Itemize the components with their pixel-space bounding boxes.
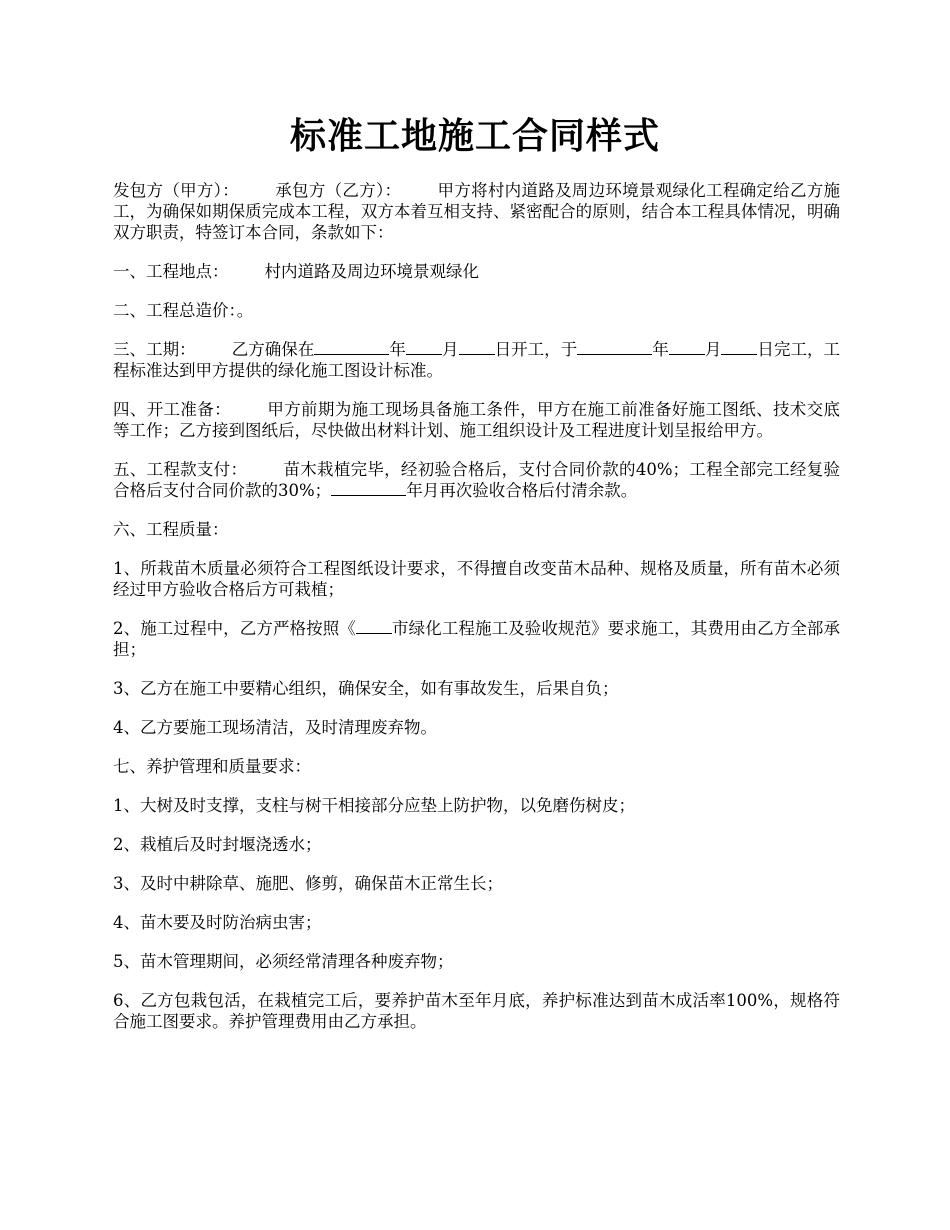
party-b-label: 承包方（乙方）：: [275, 181, 402, 200]
blank-start-day: [459, 340, 495, 355]
maintenance-item-3: 3、及时中耕除草、施肥、修剪，确保苗木正常生长；: [113, 874, 503, 893]
document-title: 标准工地施工合同样式: [289, 115, 660, 157]
section-schedule: [113, 339, 840, 381]
section-payment-label: 五、工程款支付：: [113, 460, 248, 479]
section-total-cost-label: 二、工程总造价：。: [113, 301, 254, 320]
section-location: [113, 261, 840, 282]
section-preparation-label: 四、开工准备：: [113, 400, 231, 419]
intro-text: 甲方将村内道路及周边环境景观绿化工程确定给乙方施工，为确保如期保质完成本工程，双方本着互相支持、紧密配合的原则，结合本工程具体情况，明确双方职责，特签订本合同，条款如下：: [113, 181, 841, 242]
party-a-label: 发包方（甲方）：: [113, 181, 239, 200]
quality-item-3: 3、乙方在施工中要精心组织，确保安全，如有事故发生，后果自负；: [113, 679, 619, 698]
blank-city: [356, 619, 392, 634]
section-preparation: [113, 399, 840, 441]
section-total-cost: [113, 300, 840, 321]
schedule-text-start: 乙方确保在: [231, 340, 315, 359]
schedule-month-2: 月: [704, 340, 722, 359]
quality-item-2-end: 市绿化工程施工及验收规范》要求施工，其费用由乙方全部承担；: [113, 619, 841, 659]
blank-end-month: [669, 340, 705, 355]
quality-item-2: [113, 618, 840, 660]
maintenance-item-5: 5、苗木管理期间，必须经常清理各种废弃物；: [113, 952, 454, 971]
document-body: [113, 180, 840, 1050]
schedule-year-2: 年: [652, 340, 669, 359]
section-location-text: 村内道路及周边环境景观绿化: [264, 262, 479, 281]
section-schedule-label: 三、工期：: [113, 340, 196, 359]
blank-start-year: [314, 340, 389, 355]
maintenance-item-4: 4、苗木要及时防治病虫害；: [113, 913, 322, 932]
maintenance-item-2: 2、栽植后及时封堰浇透水；: [113, 835, 322, 854]
blank-end-day: [721, 340, 757, 355]
section-quality-heading: 六、工程质量：: [113, 520, 229, 539]
schedule-day-1: 日开工，于: [494, 340, 578, 359]
quality-item-2-start: 2、施工过程中，乙方严格按照《: [113, 619, 356, 638]
payment-text-1: 苗木栽植完毕，经初验合格后，支付合同价款的40%；工程全部完工经复验合格后支付合同价款的30%；: [113, 460, 840, 500]
quality-item-4: 4、乙方要施工现场清洁，及时清理废弃物。: [113, 718, 437, 737]
maintenance-item-6: 6、乙方包栽包活，在栽植完工后，要养护苗木至年月底，养护标准达到苗木成活率100%，规格符合施工图要求。养护管理费用由乙方承担。: [113, 991, 840, 1031]
schedule-month-1: 月: [441, 340, 459, 359]
blank-payment-year: [331, 481, 406, 496]
quality-item-1: 1、所栽苗木质量必须符合工程图纸设计要求，不得擅自改变苗木品种、规格及质量，所有苗木必须经过甲方验收合格后方可栽植；: [113, 559, 840, 599]
section-maintenance-heading: 七、养护管理和质量要求：: [113, 757, 311, 776]
blank-start-month: [406, 340, 442, 355]
blank-end-year: [577, 340, 652, 355]
intro-paragraph: [113, 180, 840, 243]
section-location-label: 一、工程地点：: [113, 262, 229, 281]
maintenance-item-1: 1、大树及时支撑，支柱与树干相接部分应垫上防护物，以免磨伤树皮；: [113, 796, 635, 815]
payment-text-2: 年月再次验收合格后付清余款。: [406, 481, 638, 500]
section-payment: [113, 459, 840, 501]
schedule-day-2: 日完工，工程标准达到甲方提供的绿化施工图设计标准。: [113, 340, 841, 380]
schedule-year-1: 年: [389, 340, 406, 359]
section-preparation-text: 甲方前期为施工现场具备施工条件，甲方在施工前准备好施工图纸、技术交底等工作；乙方接到图纸后，尽快做出材料计划、施工组织设计及工程进度计划呈报给甲方。: [113, 400, 841, 440]
